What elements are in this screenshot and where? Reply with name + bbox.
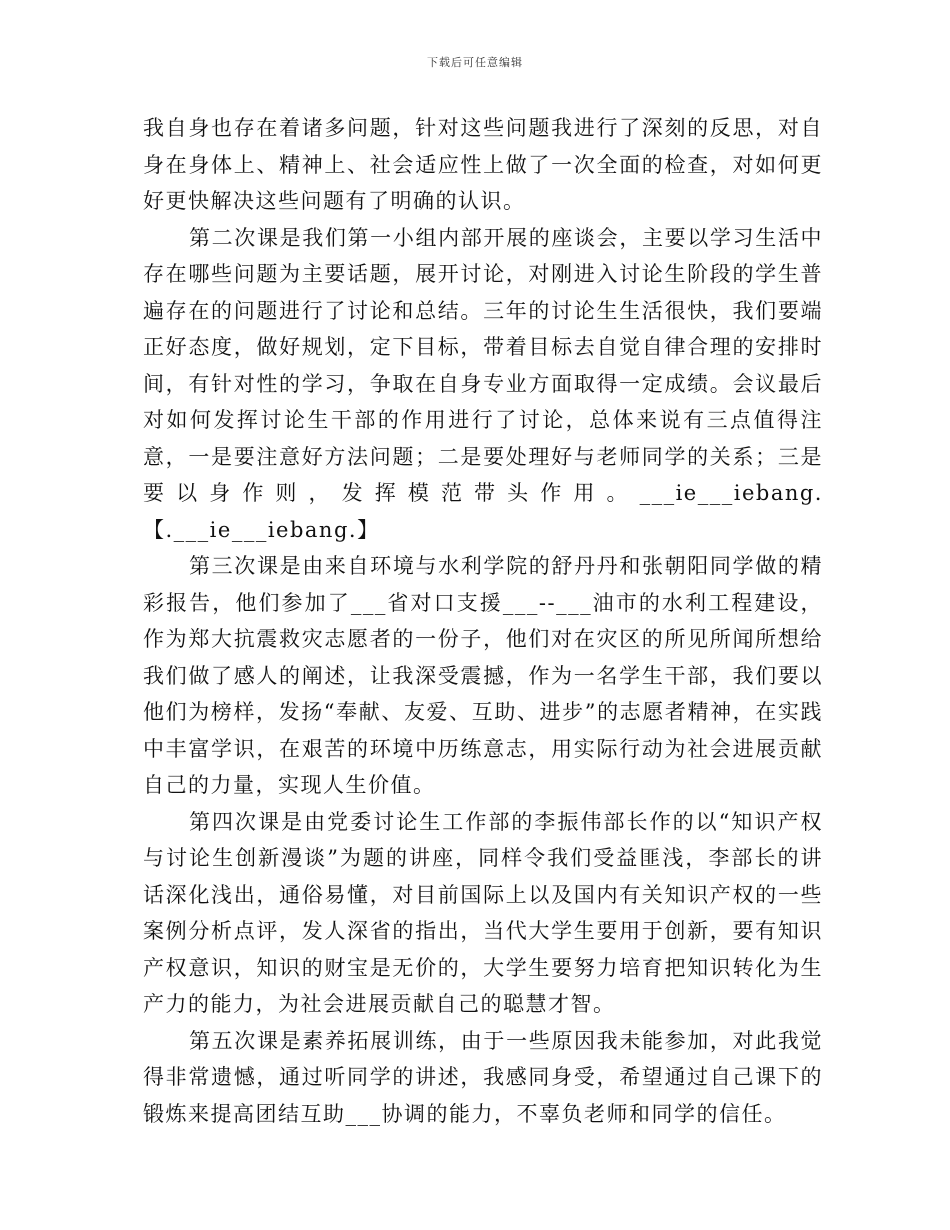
- document-body: [143, 110, 823, 1132]
- paragraph-third-class: 第三次课是由来自环境与水利学院的舒丹丹和张朝阳同学做的精彩报告，他们参加了___省对口支援___--___油市的水利工程建设，作为郑大抗震救灾志愿者的一份子，他们对在灾区的所见所闻所想给我们做了感人的阐述，让我深受震撼，作为一名学生干部，我们要以他们为榜样，发扬“奉献、友爱、互助、进步”的志愿者精神，在实践中丰富学识，在艰苦的环境中历练意志，用实际行动为社会进展贡献自己的力量，实现人生价值。: [143, 554, 823, 797]
- page-header: 下载后可任意编辑: [427, 56, 523, 69]
- paragraph-fourth-class: 第四次课是由党委讨论生工作部的李振伟部长作的以“知识产权与讨论生创新漫谈”为题的讲座，同样令我们受益匪浅，李部长的讲话深化浅出，通俗易懂，对目前国际上以及国内有关知识产权的一些案例分析点评，发人深省的指出，当代大学生要用于创新，要有知识产权意识，知识的财宝是无价的，大学生要努力培育把知识转化为生产力的能力，为社会进展贡献自己的聪慧才智。: [143, 809, 823, 1016]
- paragraph-fifth-class: 第五次课是素养拓展训练，由于一些原因我未能参加，对此我觉得非常遗憾，通过听同学的讲述，我感同身受，希望通过自己课下的锻炼来提高团结互助___协调的能力，不辜负老师和同学的信任。: [143, 1028, 823, 1126]
- paragraph-continued: 我自身也存在着诸多问题，针对这些问题我进行了深刻的反思，对自身在身体上、精神上、社会适应性上做了一次全面的检查，对如何更好更快解决这些问题有了明确的认识。: [143, 116, 823, 213]
- paragraph-second-class: 第二次课是我们第一小组内部开展的座谈会，主要以学习生活中存在哪些问题为主要话题，展开讨论，对刚进入讨论生阶段的学生普遍存在的问题进行了讨论和总结。三年的讨论生生活很快，我们要端正好态度，做好规划，定下目标，带着目标去自觉自律合理的安排时间，有针对性的学习，争取在自身专业方面取得一定成绩。会议最后对如何发挥讨论生干部的作用进行了讨论，总体来说有三点值得注意，一是要注意好方法问题；二是要处理好与老师同学的关系；三是要以身作则，发挥模范带头作用。___ie___iebang.【.___ie___iebang.】: [143, 225, 823, 542]
